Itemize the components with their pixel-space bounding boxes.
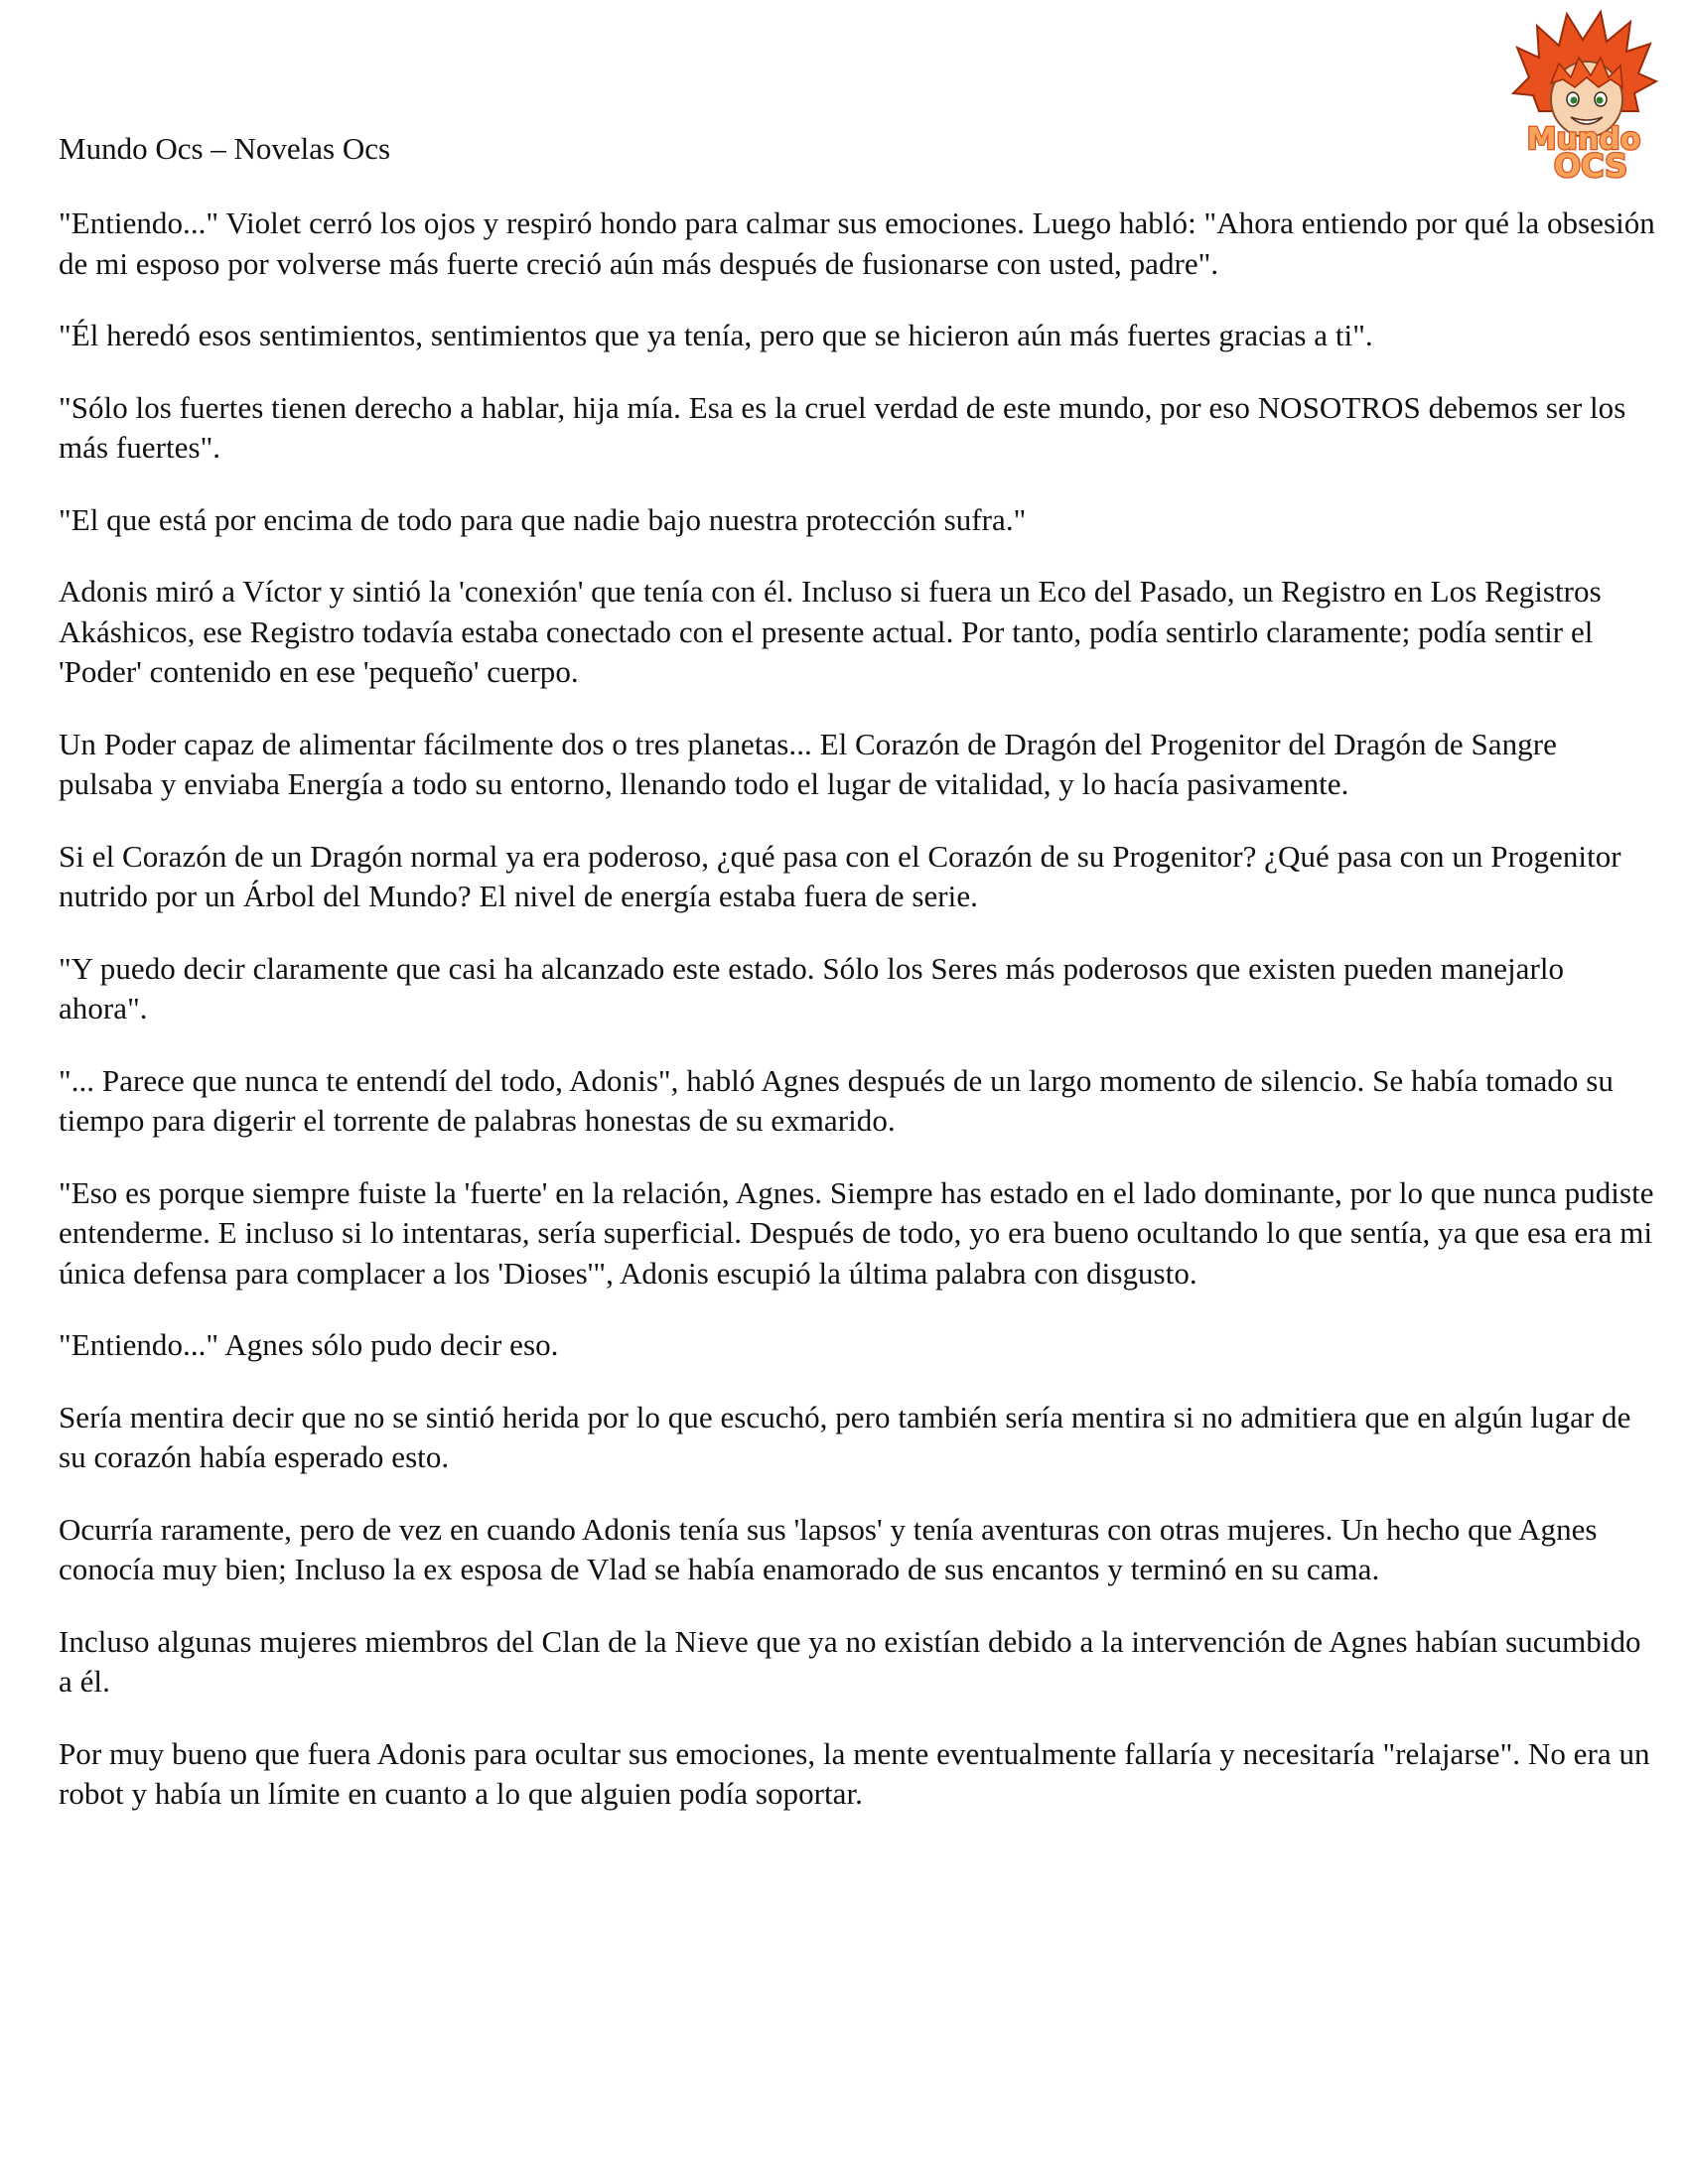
- logo-text-line2: OCS: [1553, 147, 1628, 182]
- paragraph: Adonis miró a Víctor y sintió la 'conexión' que tenía con él. Incluso si fuera un Eco del Pasado, un Registro en Los Registros Akáshicos, ese Registro todavía estaba conectado con el presente actual. Por tanto, podía sentirlo claramente; podía sentir el 'Poder' contenido en ese 'pequeño' cuerpo.: [59, 574, 1602, 689]
- paragraph: Sería mentira decir que no se sintió herida por lo que escuchó, pero también sería mentira si no admitiera que en algún lugar de su corazón había esperado esto.: [59, 1399, 1631, 1474]
- paragraph: Por muy bueno que fuera Adonis para ocultar sus emociones, la mente eventualmente fallaría y necesitaría "relajarse". No era un robot y había un límite en cuanto a lo que alguien podía soportar.: [59, 1735, 1650, 1811]
- paragraph: Un Poder capaz de alimentar fácilmente dos o tres planetas... El Corazón de Dragón del Progenitor del Dragón de Sangre pulsaba y enviaba Energía a todo su entorno, llenando todo el lugar de vitalidad, y lo hacía pasivamente.: [59, 726, 1557, 801]
- paragraph: "Él heredó esos sentimientos, sentimientos que ya tenía, pero que se hicieron aún más fuertes gracias a ti".: [59, 318, 1373, 352]
- paragraph: "... Parece que nunca te entendí del todo, Adonis", habló Agnes después de un largo momento de silencio. Se había tomado su tiempo para digerir el torrente de palabras honestas de su exmarido.: [59, 1062, 1614, 1138]
- paragraph: "Entiendo..." Agnes sólo pudo decir eso.: [59, 1327, 559, 1362]
- paragraph: Si el Corazón de un Dragón normal ya era poderoso, ¿qué pasa con el Corazón de su Progenitor? ¿Qué pasa con un Progenitor nutrido por un Árbol del Mundo? El nivel de energía estaba fuera de serie.: [59, 838, 1621, 913]
- document-header: Mundo Ocs – Novelas Ocs: [59, 131, 391, 166]
- logo-text-line1: Mundo: [1526, 122, 1641, 157]
- paragraph: "Y puedo decir claramente que casi ha alcanzado este estado. Sólo los Seres más poderosos que existen pueden manejarlo ahora".: [59, 950, 1565, 1025]
- paragraph: "Sólo los fuertes tienen derecho a hablar, hija mía. Esa es la cruel verdad de este mundo, por eso NOSOTROS debemos ser los más fuertes".: [59, 389, 1626, 465]
- paragraph: "Entiendo..." Violet cerró los ojos y respiró hondo para calmar sus emociones. Luego habló: "Ahora entiendo por qué la obsesión de mi esposo por volverse más fuerte creció aún más después de fusionarse con usted, padre".: [59, 205, 1655, 281]
- document-body: [59, 204, 1657, 1846]
- mundo-ocs-logo-icon: [1499, 8, 1668, 182]
- paragraph: "El que está por encima de todo para que nadie bajo nuestra protección sufra.": [59, 501, 1027, 537]
- paragraph: Incluso algunas mujeres miembros del Clan de la Nieve que ya no existían debido a la intervención de Agnes habían sucumbido a él.: [59, 1623, 1641, 1699]
- paragraph: "Eso es porque siempre fuiste la 'fuerte' en la relación, Agnes. Siempre has estado en el lado dominante, por lo que nunca pudiste entenderme. E incluso si lo intentaras, sería superficial. Después de todo, yo era bueno ocultando lo que sentía, ya que esa era mi única defensa para complacer a los 'Dioses'", Adonis escupió la última palabra con disgusto.: [59, 1174, 1654, 1291]
- paragraph: Ocurría raramente, pero de vez en cuando Adonis tenía sus 'lapsos' y tenía aventuras con otras mujeres. Un hecho que Agnes conocía muy bien; Incluso la ex esposa de Vlad se había enamorado de sus encantos y terminó en su cama.: [59, 1511, 1598, 1586]
- logo-graphic: [1499, 8, 1668, 182]
